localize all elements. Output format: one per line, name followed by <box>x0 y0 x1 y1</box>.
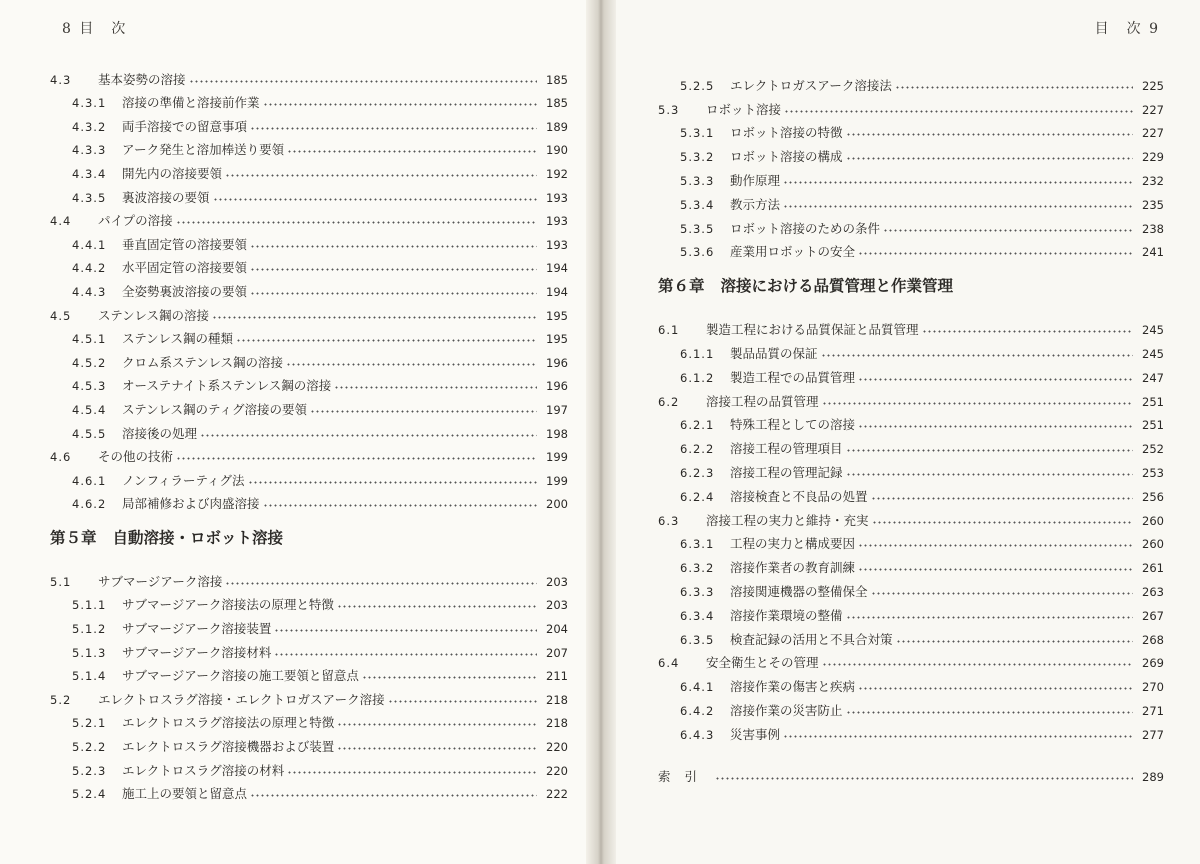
entry-page-number: 192 <box>546 166 568 181</box>
toc-entry <box>658 314 1164 338</box>
entry-page-number: 218 <box>546 692 568 707</box>
entry-page-number: 269 <box>1142 656 1164 671</box>
entry-title: 開先内の溶接要領 <box>122 165 223 181</box>
entry-number: 4.4.2 <box>72 261 107 276</box>
entry-number: 5.1 <box>50 574 72 589</box>
entry-number: 6.4.1 <box>680 680 715 695</box>
entry-number: 4.5.4 <box>72 402 107 417</box>
leader-dots <box>334 380 537 390</box>
leader-dots <box>263 97 537 107</box>
entry-number: 6.2.1 <box>680 418 715 433</box>
entry-page-number: 203 <box>546 574 568 589</box>
entry-page-number: 222 <box>546 787 568 802</box>
entry-title: エレクトロスラグ溶接の材料 <box>122 762 285 778</box>
leader-dots <box>250 262 537 272</box>
left-page <box>0 0 598 864</box>
entry-number: 6.2.4 <box>680 489 715 504</box>
entry-title: ロボット溶接のための条件 <box>730 220 881 236</box>
leader-dots <box>337 717 537 727</box>
entry-title: 溶接工程の管理項目 <box>730 441 843 457</box>
leader-dots <box>846 151 1133 161</box>
entry-number: 6.1.1 <box>680 346 715 361</box>
entry-number: 6.1 <box>658 323 680 338</box>
toc-entry <box>658 362 1164 386</box>
entry-title: ステンレス鋼のティグ溶接の要領 <box>122 401 307 417</box>
leader-dots <box>189 74 537 84</box>
toc-entry <box>50 135 568 159</box>
toc-entry <box>658 481 1164 505</box>
entry-page-number: 227 <box>1142 126 1164 141</box>
entry-page-number: 203 <box>546 598 568 613</box>
entry-page-number: 211 <box>546 669 568 684</box>
toc-entry <box>50 253 568 277</box>
entry-page-number: 194 <box>546 261 568 276</box>
entry-page-number: 199 <box>546 450 568 465</box>
leader-dots <box>388 694 537 704</box>
entry-number: 6.3.5 <box>680 632 715 647</box>
entry-number: 5.3 <box>658 102 680 117</box>
entry-page-number: 229 <box>1142 150 1164 165</box>
entry-page-number: 238 <box>1142 221 1164 236</box>
entry-page-number: 190 <box>546 143 568 158</box>
index-page-number: 289 <box>1142 769 1164 784</box>
entry-title: 災害事例 <box>730 726 781 742</box>
toc-entry <box>50 465 568 489</box>
toc-section <box>658 70 1164 260</box>
toc-entry <box>50 779 568 803</box>
toc-entry <box>658 94 1164 118</box>
leader-dots <box>213 192 537 202</box>
entry-number: 4.3 <box>50 72 72 87</box>
leader-dots <box>250 286 537 296</box>
toc-entry <box>50 661 568 685</box>
entry-number: 5.1.2 <box>72 622 107 637</box>
entry-title: ロボット溶接の特徴 <box>730 125 843 141</box>
entry-title: サブマージアーク溶接材料 <box>122 644 272 660</box>
entry-number: 5.3.4 <box>680 197 715 212</box>
leader-dots <box>858 538 1133 548</box>
entry-number: 6.2.2 <box>680 442 715 457</box>
entry-title: 溶接作業の傷害と疾病 <box>730 679 856 695</box>
entry-title: 溶接の準備と溶接前作業 <box>122 95 260 111</box>
entry-page-number: 260 <box>1142 513 1164 528</box>
chapter-heading <box>658 262 1164 308</box>
toc-entry <box>658 695 1164 719</box>
leader-dots <box>287 765 537 775</box>
entry-page-number: 232 <box>1142 173 1164 188</box>
entry-number: 5.3.3 <box>680 173 715 188</box>
entry-title: 施工上の要領と留意点 <box>122 786 248 802</box>
toc-entry <box>50 708 568 732</box>
entry-title: サブマージアーク溶接法の原理と特徴 <box>122 597 334 613</box>
entry-title: 局部補修および肉盛溶接 <box>122 496 260 512</box>
entry-number: 6.3.3 <box>680 584 715 599</box>
entry-number: 5.2.4 <box>72 787 107 802</box>
entry-title: 全姿勢裏波溶接の要領 <box>122 283 248 299</box>
entry-page-number: 195 <box>546 308 568 323</box>
entry-page-number: 267 <box>1142 608 1164 623</box>
leader-dots <box>263 498 537 508</box>
toc-entry <box>50 684 568 708</box>
leader-dots <box>783 199 1133 209</box>
entry-page-number: 218 <box>546 716 568 731</box>
entry-title: 安全衛生とその管理 <box>706 655 819 671</box>
leader-dots <box>274 647 537 657</box>
toc-entry <box>50 590 568 614</box>
toc-entry <box>658 141 1164 165</box>
page-header: 目 次 9 <box>1094 21 1160 37</box>
chapter-number: 第６章 <box>658 277 705 296</box>
entry-page-number: 235 <box>1142 197 1164 212</box>
index-entry <box>658 761 1164 785</box>
entry-number: 6.2 <box>658 394 680 409</box>
entry-number: 4.3.5 <box>72 190 107 205</box>
leader-dots <box>858 419 1133 429</box>
entry-page-number: 199 <box>546 473 568 488</box>
toc-section <box>50 64 568 512</box>
entry-number: 4.6.1 <box>72 473 107 488</box>
toc-entry <box>658 600 1164 624</box>
entry-page-number: 193 <box>546 237 568 252</box>
leader-dots <box>783 175 1133 185</box>
leader-dots <box>858 562 1133 572</box>
entry-title: 教示方法 <box>730 196 781 212</box>
entry-title: 製造工程での品質管理 <box>730 369 856 385</box>
leader-dots <box>846 127 1133 137</box>
entry-number: 6.4.3 <box>680 727 715 742</box>
entry-title: オーステナイト系ステンレス鋼の溶接 <box>122 378 332 394</box>
chapter-title: 自動溶接・ロボット溶接 <box>112 529 284 548</box>
entry-number: 5.3.1 <box>680 126 715 141</box>
entry-title: ロボット溶接の構成 <box>730 149 843 165</box>
leader-dots <box>784 104 1133 114</box>
toc-entry <box>50 637 568 661</box>
leader-dots <box>250 121 537 131</box>
leader-dots <box>783 729 1133 739</box>
leader-dots <box>310 404 537 414</box>
entry-page-number: 204 <box>546 622 568 637</box>
leader-dots <box>896 634 1133 644</box>
entry-number: 6.4.2 <box>680 703 715 718</box>
entry-page-number: 247 <box>1142 370 1164 385</box>
toc-entry <box>658 70 1164 94</box>
entry-title: ステンレス鋼の溶接 <box>98 307 209 323</box>
leader-dots <box>337 599 537 609</box>
entry-title: 溶接作業環境の整備 <box>730 607 843 623</box>
leader-dots <box>871 491 1133 501</box>
leader-dots <box>362 670 537 680</box>
entry-number: 5.3.5 <box>680 221 715 236</box>
leader-dots <box>895 80 1133 90</box>
entry-title: サブマージアーク溶接 <box>98 573 223 589</box>
leader-dots <box>858 372 1133 382</box>
entry-page-number: 207 <box>546 645 568 660</box>
toc-entry <box>50 276 568 300</box>
leader-dots <box>287 144 537 154</box>
entry-page-number: 256 <box>1142 489 1164 504</box>
toc-entry <box>50 229 568 253</box>
toc-section <box>50 566 568 802</box>
entry-number: 6.2.3 <box>680 465 715 480</box>
entry-page-number: 193 <box>546 214 568 229</box>
entry-number: 4.4.3 <box>72 284 107 299</box>
toc-entry <box>50 371 568 395</box>
entry-number: 4.5 <box>50 308 72 323</box>
entry-number: 4.4 <box>50 214 72 229</box>
entry-page-number: 268 <box>1142 632 1164 647</box>
entry-number: 5.2.3 <box>72 763 107 778</box>
entry-page-number: 245 <box>1142 323 1164 338</box>
leader-dots <box>200 428 537 438</box>
entry-title: 溶接検査と不良品の処置 <box>730 488 868 504</box>
entry-page-number: 260 <box>1142 537 1164 552</box>
entry-title: 垂直固定管の溶接要領 <box>122 236 248 252</box>
entry-page-number: 200 <box>546 497 568 512</box>
entry-number: 4.4.1 <box>72 237 107 252</box>
entry-number: 6.4 <box>658 656 680 671</box>
entry-number: 4.5.2 <box>72 355 107 370</box>
entry-page-number: 263 <box>1142 584 1164 599</box>
toc-entry <box>658 410 1164 434</box>
entry-title: エレクトロスラグ溶接・エレクトロガスアーク溶接 <box>98 691 385 707</box>
right-page <box>602 0 1200 864</box>
leader-dots <box>236 333 537 343</box>
entry-page-number: 251 <box>1142 394 1164 409</box>
leader-dots <box>846 467 1133 477</box>
entry-title: 溶接作業の災害防止 <box>730 702 843 718</box>
chapter-heading <box>50 514 568 560</box>
entry-title: サブマージアーク溶接の施工要領と留意点 <box>122 668 359 684</box>
entry-page-number: 196 <box>546 355 568 370</box>
toc-entry <box>658 529 1164 553</box>
entry-number: 5.1.1 <box>72 598 107 613</box>
leader-dots <box>274 623 537 633</box>
entry-number: 6.3 <box>658 513 680 528</box>
entry-title: 溶接工程の実力と維持・充実 <box>706 512 869 528</box>
entry-number: 5.2.1 <box>72 716 107 731</box>
entry-page-number: 227 <box>1142 102 1164 117</box>
entry-page-number: 261 <box>1142 561 1164 576</box>
entry-number: 5.3.2 <box>680 150 715 165</box>
toc-entry <box>658 213 1164 237</box>
entry-number: 5.1.4 <box>72 669 107 684</box>
leader-dots <box>248 475 537 485</box>
entry-title: 特殊工程としての溶接 <box>730 417 856 433</box>
entry-page-number: 195 <box>546 332 568 347</box>
toc-entry <box>658 433 1164 457</box>
leader-dots <box>846 705 1133 715</box>
leader-dots <box>337 741 537 751</box>
entry-title: 製品品質の保証 <box>730 345 818 361</box>
toc-entry <box>658 624 1164 648</box>
toc-entry <box>658 189 1164 213</box>
entry-title: 動作原理 <box>730 172 781 188</box>
entry-title: 両手溶接での留意事項 <box>122 118 248 134</box>
entry-number: 6.3.1 <box>680 537 715 552</box>
leader-dots <box>250 788 537 798</box>
toc-entry <box>50 394 568 418</box>
toc-entry <box>50 418 568 442</box>
leader-dots <box>715 771 1133 781</box>
toc-entry <box>658 505 1164 529</box>
entry-number: 4.3.4 <box>72 166 107 181</box>
leader-dots <box>822 657 1133 667</box>
toc-entry <box>50 182 568 206</box>
entry-number: 5.3.6 <box>680 245 715 260</box>
entry-title: 溶接後の処理 <box>122 425 198 441</box>
toc-entry <box>658 237 1164 261</box>
entry-number: 4.6.2 <box>72 497 107 512</box>
index-label: 索引 <box>658 768 712 784</box>
leader-dots <box>250 239 537 249</box>
entry-title: 溶接工程の管理記録 <box>730 464 843 480</box>
entry-title: 基本姿勢の溶接 <box>98 71 186 87</box>
entry-number: 4.3.2 <box>72 119 107 134</box>
entry-page-number: 196 <box>546 379 568 394</box>
chapter-number: 第５章 <box>50 529 97 548</box>
entry-number: 5.2.5 <box>680 78 715 93</box>
leader-dots <box>822 396 1133 406</box>
toc-entry <box>50 64 568 88</box>
leader-dots <box>821 348 1133 358</box>
entry-page-number: 252 <box>1142 442 1164 457</box>
entry-title: サブマージアーク溶接装置 <box>122 621 272 637</box>
toc-entry <box>658 118 1164 142</box>
toc-entry <box>658 457 1164 481</box>
entry-title: エレクトロスラグ溶接機器および装置 <box>122 739 335 755</box>
toc-entry <box>50 731 568 755</box>
leader-dots <box>176 215 537 225</box>
toc-list <box>50 64 568 802</box>
entry-title: 裏波溶接の要領 <box>122 189 210 205</box>
entry-title: パイプの溶接 <box>98 213 173 229</box>
entry-page-number: 197 <box>546 402 568 417</box>
leader-dots <box>846 443 1133 453</box>
toc-entry <box>658 576 1164 600</box>
entry-number: 6.3.2 <box>680 561 715 576</box>
entry-page-number: 245 <box>1142 346 1164 361</box>
entry-number: 4.3.1 <box>72 96 107 111</box>
entry-title: アーク発生と溶加棒送り要領 <box>122 142 285 158</box>
toc-entry <box>50 347 568 371</box>
entry-number: 6.3.4 <box>680 608 715 623</box>
leader-dots <box>871 586 1133 596</box>
toc-entry <box>50 566 568 590</box>
entry-page-number: 253 <box>1142 465 1164 480</box>
entry-title: その他の技術 <box>98 449 174 465</box>
entry-page-number: 198 <box>546 426 568 441</box>
toc-entry <box>50 442 568 466</box>
entry-title: クロム系ステンレス鋼の溶接 <box>122 354 283 370</box>
toc-entry <box>658 338 1164 362</box>
entry-page-number: 193 <box>546 190 568 205</box>
entry-number: 6.1.2 <box>680 370 715 385</box>
entry-title: 工程の実力と構成要因 <box>730 536 856 552</box>
toc-section <box>658 314 1164 742</box>
entry-title: ステンレス鋼の種類 <box>122 331 233 347</box>
entry-number: 4.5.1 <box>72 332 107 347</box>
toc-entry <box>50 489 568 513</box>
entry-title: エレクトロスラグ溶接法の原理と特徴 <box>122 715 335 731</box>
entry-title: 溶接関連機器の整備保全 <box>730 583 868 599</box>
entry-number: 4.5.5 <box>72 426 107 441</box>
toc-entry <box>50 324 568 348</box>
entry-page-number: 220 <box>546 740 568 755</box>
page-header: 8 目 次 <box>62 21 128 37</box>
entry-page-number: 241 <box>1142 245 1164 260</box>
entry-title: 産業用ロボットの安全 <box>730 244 856 260</box>
entry-page-number: 185 <box>546 72 568 87</box>
toc-entry <box>658 552 1164 576</box>
leader-dots <box>846 610 1133 620</box>
leader-dots <box>872 515 1133 525</box>
entry-page-number: 270 <box>1142 680 1164 695</box>
leader-dots <box>286 357 537 367</box>
entry-title: 溶接作業者の教育訓練 <box>730 560 856 576</box>
entry-number: 5.2.2 <box>72 740 107 755</box>
leader-dots <box>176 451 537 461</box>
entry-page-number: 194 <box>546 284 568 299</box>
entry-page-number: 251 <box>1142 418 1164 433</box>
entry-title: 製造工程における品質保証と品質管理 <box>706 322 919 338</box>
leader-dots <box>922 324 1133 334</box>
entry-page-number: 185 <box>546 96 568 111</box>
toc-entry <box>50 613 568 637</box>
toc-entry <box>50 88 568 112</box>
leader-dots <box>858 246 1133 256</box>
toc-entry <box>50 111 568 135</box>
entry-title: エレクトロガスアーク溶接法 <box>730 77 892 93</box>
book-gutter <box>586 0 616 864</box>
entry-title: 検査記録の活用と不具合対策 <box>730 631 893 647</box>
toc-entry <box>658 165 1164 189</box>
leader-dots <box>225 576 537 586</box>
entry-page-number: 271 <box>1142 703 1164 718</box>
toc-entry <box>658 386 1164 410</box>
toc-list <box>658 70 1164 785</box>
toc-entry <box>658 671 1164 695</box>
entry-number: 4.6 <box>50 450 72 465</box>
entry-title: ノンフィラーティグ法 <box>122 472 245 488</box>
toc-entry <box>658 648 1164 672</box>
entry-page-number: 277 <box>1142 727 1164 742</box>
entry-page-number: 225 <box>1142 78 1164 93</box>
entry-page-number: 189 <box>546 119 568 134</box>
entry-number: 5.1.3 <box>72 645 107 660</box>
toc-entry <box>50 300 568 324</box>
entry-number: 4.3.3 <box>72 143 107 158</box>
leader-dots <box>858 681 1133 691</box>
leader-dots <box>212 310 537 320</box>
toc-entry <box>50 755 568 779</box>
leader-dots <box>883 223 1133 233</box>
entry-number: 5.2 <box>50 692 72 707</box>
toc-entry <box>50 158 568 182</box>
entry-title: 水平固定管の溶接要領 <box>122 260 248 276</box>
entry-number: 4.5.3 <box>72 379 107 394</box>
leader-dots <box>225 168 537 178</box>
entry-title: ロボット溶接 <box>706 101 782 117</box>
entry-title: 溶接工程の品質管理 <box>706 393 819 409</box>
chapter-title: 溶接における品質管理と作業管理 <box>720 277 954 296</box>
toc-entry <box>50 206 568 230</box>
index-spacer <box>658 743 1164 761</box>
entry-page-number: 220 <box>546 763 568 778</box>
toc-entry <box>658 719 1164 743</box>
